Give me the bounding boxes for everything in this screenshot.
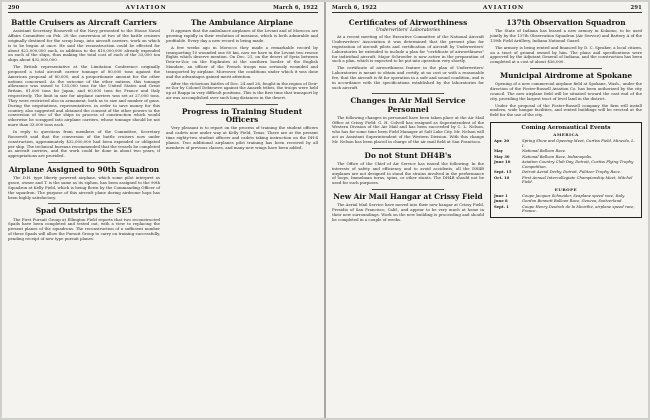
right-column-2 [490, 16, 642, 225]
event-row [494, 199, 638, 204]
event-description: Detroit Aerial Derby, Detroit, Pulitzer Trophy Race. [522, 169, 622, 175]
event-date: May 30 [494, 153, 510, 159]
issue-date: March 6, 1922 [332, 5, 377, 11]
article-paragraph: Assistant Secretary Roosevelt of the Navy presented to the House Naval Affairs Committee on Feb. 28 the conversion of two of the battle cruisers originally destined for the scrap heap, into aircraft carriers, work on which is to be begun at once. He said the reconstruction could be effected for about $22,000,000 each, in addition to the $10,000,000 already expended on each of the ships, thus making the total cost of each of the 33,000 ton ships about $32,000,000. [8, 28, 160, 63]
right-column-1 [332, 16, 484, 225]
article-paragraph: The armory is being rented and financed by D. C. Spraker, a local citizen, on a tract of ground owned by him. The plans and specifications were approved by the Adjutant General of Indiana, and the construction has been completed at a cost of about $36,000. [490, 44, 642, 65]
divider [206, 104, 278, 105]
event-row [494, 205, 638, 214]
event-description: Spring Show and Opening Meet, Curtiss Field, Mineola, L. I. [522, 138, 635, 148]
event-row [494, 170, 638, 175]
article-title: New Air Mail Hangar at Crissy Field [333, 192, 483, 202]
article-subtitle: Underwriters' Laboratories [376, 28, 440, 34]
event-row [494, 160, 638, 169]
left-column-2 [166, 16, 318, 244]
event-date: Oct. 10 [494, 174, 510, 180]
event-date: May [494, 148, 503, 154]
right-page [326, 2, 648, 418]
article-paragraph: The Office of the Chief of Air Service has issued the following: In the interests of safety and efficiency and to avoid accidents, all the DH4B airplanes are not designed to stand the strains involved in the performance of loops, Immelman turns, spins, or other stunts. The DH4B should not be used for such purposes. [332, 160, 484, 186]
events-title: Coming Aeronautical Events [521, 125, 611, 132]
event-date: June 10 [494, 159, 511, 165]
event-date: June 8 [494, 198, 508, 204]
event-description: National Balloon Race. [522, 148, 567, 154]
event-description: Coupe Jacques Schneider, Seaplane speed race, Italy. [522, 192, 625, 198]
event-description: Gordon Bennett Balloon Race, Geneva, Switzerland. [522, 198, 623, 204]
page-number: 291 [630, 5, 642, 11]
divider [48, 162, 120, 163]
event-date: June 1 [494, 192, 508, 198]
event-date: Sept. 15 [494, 169, 512, 175]
left-column-1 [8, 16, 160, 244]
divider [372, 93, 444, 94]
events-box [490, 122, 642, 218]
article-title: Progress in Training Student Officers [181, 106, 303, 125]
article-title: Municipal Airdrome at Spokane [499, 71, 633, 81]
article-paragraph: After the victorious battles of Dec. 24 and 26, fought in the region of Deir-ez-Zor by Colonel Debieuvre against the Anazeh tribes, the troops were held up at Raqqa in very difficult positions. This is the first time that transport by air was accomplished over such long distances in the desert. [166, 80, 318, 101]
divider [372, 189, 444, 190]
event-row [494, 149, 638, 154]
article-paragraph: The D.H. type liberty powered airplane, which some pilot interpret as grace, owner and T. is the same as its siphon, has been assigned to the 90th Squadron at Kelly Field, which is being flown by the Commanding Officer of the squadron. The purpose of this aircraft plane during airdrome hops has been highly satisfactory. [8, 175, 160, 200]
article-title: 137th Observation Squadron [506, 18, 626, 27]
divider [372, 148, 444, 149]
article-title: Spad Outstrips the SE5 [35, 206, 133, 216]
divider [48, 203, 120, 204]
article-paragraph: At a recent meeting of the Executive Committee of the National Aircraft Underwriters' Association it was determined that the present plan for registration of aircraft pilots and certification of aircraft by Underwriters' Laboratories be extended to include a plan for "certificate of airworthiness" for individual aircraft. Major Schroeder is now active in the preparation of such a plan, which is expected to be put into operation very shortly. [332, 34, 484, 64]
article-paragraph: In reply to questions from members of the Committee, Secretary Roosevelt said that the conversion of the battle cruisers now under construction, approximately $32,000,000 had been expended or obligated per ship. The technical bureaus recommended that the vessels be completed as aircraft carriers, and the work could be done in about two years, if appropriations are provided. [8, 129, 160, 159]
article-paragraph: Very pleasant is to report on the process of training the student officers and cadets now under way at Kelly Field, Texas. There are at the present time eighty-two student officers and cadets taking instruction on the DH-4 planes. Two additional airplanes pilot training has been received by all members of previous classes, and many new wings have been added. [166, 125, 318, 150]
article-title: The Ambulance Airplane [190, 18, 294, 27]
article-paragraph: The British representative at the Limitation Conference originally proposed a total aircraft carrier tonnage of 80,000 tons against the American proposal of 80,000, and a proportionate amount for the other nations concerned. As the outcome of the other nations, this tonnage allowance was raised to 135,000 tons for the United States and Great Britain, 81,000 tons for Japan, and 60,000 tons for France and Italy respectively. The limit in size for airplane carriers was set at 27,000 tons. They were restricted also in armament, both as to size and number of guns. During the negotiations, representatives, in order to save money for this country, also suggested and obtained the consent of the other powers to the conversion of two of the ships in process of construction which would otherwise be scrapped into airplane carriers, whose tonnage should be not more than 33,000 tons each. [8, 64, 160, 128]
article-title: Battle Cruisers as Aircraft Carriers [11, 18, 157, 27]
event-description: National Balloon Race, Indianapolis. [522, 153, 593, 159]
article-paragraph: The Aerial Mail Service have moved into their new hangar at Crissy Field, Presidio of San Francisco, Calif., and appear to be very much at home in their new surroundings. Work on the new building is proceeding and should be completed in a couple of weeks. [332, 202, 484, 222]
article-title: Airplane Assigned to 90th Squadron [8, 165, 160, 175]
event-description: First Annual Intercollegiate Championship Meet, Mitchel Field. [522, 174, 633, 185]
article-paragraph: Under the proposal of the Foster-Russell company the firm will install modern, wide hangar facilities, and rented buildings will be erected at the field for the use of the city. [490, 102, 642, 118]
issue-date: March 6, 1922 [273, 5, 318, 11]
event-row [494, 139, 638, 148]
event-row [494, 176, 638, 185]
article-paragraph: The following changes in personnel have been taken place at the Air Mail Office at Crissy Field: G. H. Colvell has resigned as Superintendent of the Western Division of the Air Mail and has been succeeded by C. L. Nelson, who has for some time been Field Manager at Salt Lake City. Mr. Nelson will act as Assistant Superintendent of the Western Division. With this change Mr. Nelson has been placed in charge of the air mail field at San Francisco. [332, 114, 484, 144]
article-title: Do not Stunt DH4B's [364, 150, 452, 160]
events-list [494, 194, 638, 214]
article-paragraph: It appears that the ambulance airplanes of the Levant and of Morocco are growing rapidly in their evolution of missions, which is both admirable and profitable. Every day a new record is being made. [166, 28, 318, 43]
event-description: Coupe Henry Deutsch de la Meurthe, airplane speed race, France. [522, 203, 635, 214]
article-paragraph: The certificate of airworthiness feature in the plan of Underwriters' Laboratories is meant to obtain and certify, at no cost or with a reasonable fee, that the aircraft is fit for operation in a safe and sound condition, and is in accordance with the specifications established by the laboratories for such aircraft. [332, 65, 484, 90]
article-paragraph: Opening of a new commercial airplane field at Spokane, Wash., under the direction of the Foster-Russell Aviation Co. has been authorized by the city council. The new airplane field will be situated toward the east end of the city, providing the largest tract of level land in the district. [490, 81, 642, 101]
divider [530, 68, 602, 69]
event-date: Sept. 1 [494, 203, 509, 209]
page-number: 290 [8, 5, 20, 11]
article-paragraph: A few weeks ago in Morocco they made a remarkable record by transporting 10 wounded one 80 km, now we have in the Levant two rescue flights which deserve mention. On Dec. 21, on the desert of Syria between Deir-ez-Zor, on the Euphrates at the southern border of the English Mandate, an officer of the French troops was seriously wounded and transported by airplane. Moreover, the conditions under which it was done and the advantages gained merit attention. [166, 44, 318, 79]
page-header [8, 5, 318, 13]
event-description: Aviation Country Club Day, Detroit, Curtiss Flying Trophy Competition. [522, 159, 634, 169]
magazine-title: AVIATION [483, 5, 525, 11]
article-title: Changes in Air Mail Service Personnel [350, 96, 466, 114]
article-paragraph: The First Pursuit Group at Ellington Field reports that two reconstructed Spads have been completed and tested out, with a view to replacing the present planes of the squadrons. The reconstruction of a sufficient number of these Spads will allow the Pursuit Group to carry on training successfully, pending receipt of new type pursuit planes. [8, 216, 160, 241]
page-header [332, 5, 642, 13]
article-title: Certificates of Airworthiness [348, 18, 468, 27]
left-page [2, 2, 324, 418]
events-list [494, 139, 638, 185]
event-date: Apr. 20 [494, 138, 510, 144]
events-region: EUROPE [554, 186, 578, 192]
article-paragraph: The State of Indiana has leased a new armory in Kokomo, to be used jointly by the 137th Observation Squadron (Air Service) and Battery A of the 139th Field Artillery, Indiana National Guard. [490, 28, 642, 43]
magazine-title: AVIATION [125, 5, 167, 11]
events-region: AMERICA [553, 132, 579, 138]
